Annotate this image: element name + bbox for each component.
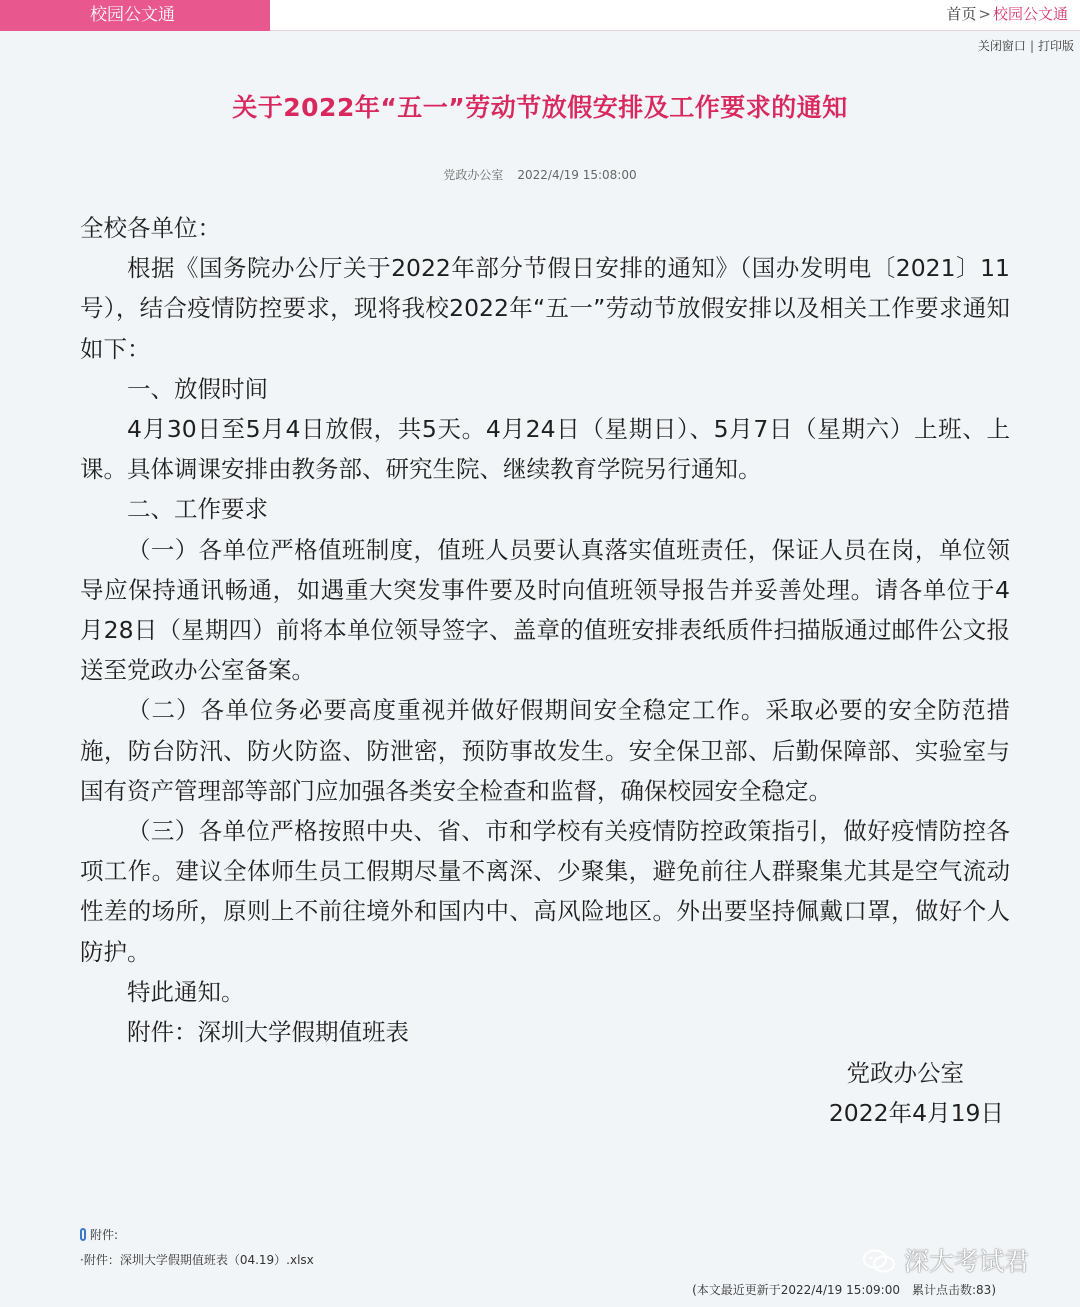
signature-date: 2022年4月19日 (828, 1099, 1004, 1127)
signature-org: 党政办公室 (846, 1059, 964, 1087)
breadcrumb-separator: > (978, 5, 991, 23)
section-heading-1: 一、放假时间 (127, 374, 268, 403)
breadcrumb-current-link[interactable]: 校园公文通 (992, 5, 1068, 23)
last-updated: (本文最近更新于2022/4/19 15:09:00 (692, 1283, 900, 1297)
wechat-icon (862, 1249, 896, 1273)
breadcrumb-home-link[interactable]: 首页 (946, 5, 977, 23)
article-department: 党政办公室 (443, 168, 504, 182)
attachment-file-link[interactable]: ·附件：深圳大学假期值班表（04.19）.xlsx (80, 1253, 314, 1267)
paragraph-closing: 特此通知。 (127, 977, 245, 1006)
brand-label[interactable]: 校园公文通 (0, 0, 270, 31)
page-title: 关于2022年“五一”劳动节放假安排及工作要求的通知 (232, 93, 848, 122)
paperclip-icon (80, 1228, 86, 1241)
print-version-link[interactable]: 打印版 (1037, 39, 1074, 53)
tools-separator: | (1029, 39, 1034, 53)
paragraph-attachment-note: 附件：深圳大学假期值班表 (127, 1018, 409, 1047)
attachments-header (80, 1226, 118, 1243)
page-footer (692, 1281, 996, 1298)
watermark (862, 1242, 1029, 1278)
section-heading-2: 二、工作要求 (127, 495, 268, 524)
paragraph-intro: 根据《国务院办公厅关于2022年部分节假日安排的通知》（国办发明电〔2021〕11号），结合疫情防控要求，现将我校2022年“五一”劳动节放假安排以及相关工作要求通知如下： (80, 254, 1010, 363)
attachments-label: 附件: (90, 1228, 119, 1242)
top-bar (0, 0, 1080, 31)
watermark-text: 深大考试君 (904, 1247, 1030, 1276)
paragraph-requirement-1: （一）各单位严格值班制度，值班人员要认真落实值班责任，保证人员在岗，单位领导应保持通讯畅通，如遇重大突发事件要及时向值班领导报告并妥善处理。请各单位于4月28日（星期四）前将本单位领导签字、盖章的值班安排表纸质件扫描版通过邮件公文报送至党政办公室备案。 (80, 535, 1010, 685)
paragraph-requirement-3: （三）各单位严格按照中央、省、市和学校有关疫情防控政策指引，做好疫情防控各项工作。建议全体师生员工假期尽量不离深、少聚集，避免前往人群聚集尤其是空气流动性差的场所，原则上不前往境外和国内中、高风险地区。外出要坚持佩戴口罩，做好个人防护。 (80, 817, 1010, 966)
article-body (80, 208, 1010, 1052)
paragraph-holiday: 4月30日至5月4日放假，共5天。4月24日（星期日）、5月7日（星期六）上班、上课。具体调课安排由教务部、研究生院、继续教育学院另行通知。 (80, 415, 1010, 484)
view-count: 累计点击数:83) (912, 1283, 996, 1297)
article-datetime: 2022/4/19 15:08:00 (517, 168, 637, 182)
close-window-link[interactable]: 关闭窗口 (977, 39, 1026, 53)
page-tools (978, 37, 1074, 54)
breadcrumb (946, 0, 1068, 31)
paragraph-requirement-2: （二）各单位务必要高度重视并做好假期间安全稳定工作。采取必要的安全防范措施，防台防汛、防火防盗、防泄密，预防事故发生。安全保卫部、后勤保障部、实验室与国有资产管理部等部门应加强各类安全检查和监督，确保校园安全稳定。 (80, 696, 1010, 805)
salutation: 全校各单位： (80, 214, 221, 242)
article-meta (0, 166, 1080, 183)
